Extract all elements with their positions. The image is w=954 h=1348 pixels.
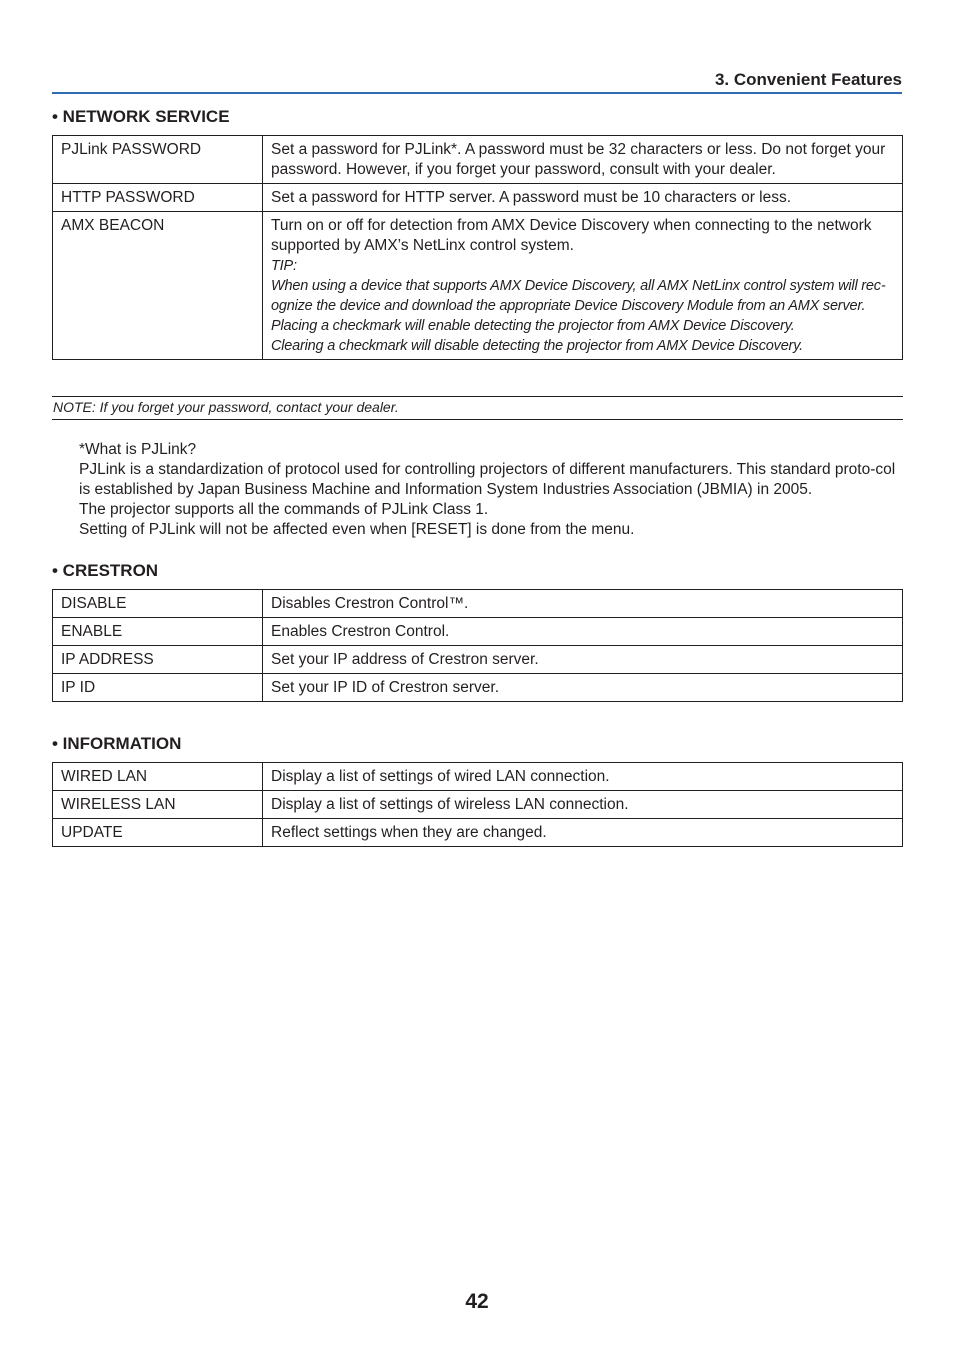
pjlink-info bbox=[79, 440, 902, 540]
pjlink-reset-line: Setting of PJLink will not be affected even when [RESET] is done from the menu. bbox=[79, 521, 635, 538]
row-key: ENABLE bbox=[53, 618, 263, 646]
crestron-table bbox=[52, 589, 903, 702]
tip-text: When using a device that supports AMX Device Discovery, all AMX NetLinx control system will rec-ognize the device and download the appropriate Device Discovery Module from an AMX server. bbox=[271, 278, 886, 314]
row-value: Set a password for PJLink*. A password must be 32 characters or less. Do not forget your password. However, if you forget your password, consult with your dealer. bbox=[263, 136, 903, 184]
pjlink-class-line: The projector supports all the commands of PJLink Class 1. bbox=[79, 501, 489, 518]
tip-label: TIP: bbox=[271, 258, 297, 274]
amx-description: Turn on or off for detection from AMX Device Discovery when connecting to the network supported by AMX’s NetLinx control system. bbox=[271, 217, 872, 254]
network-service-table bbox=[52, 135, 903, 360]
row-key: UPDATE bbox=[53, 819, 263, 847]
row-key: DISABLE bbox=[53, 590, 263, 618]
table-row bbox=[53, 819, 903, 847]
page-number: 42 bbox=[465, 1290, 489, 1313]
table-row bbox=[53, 763, 903, 791]
tip-text: Clearing a checkmark will disable detecting the projector from AMX Device Discovery. bbox=[271, 338, 803, 354]
tip-text: Placing a checkmark will enable detecting the projector from AMX Device Discovery. bbox=[271, 318, 795, 334]
row-value bbox=[263, 212, 903, 360]
section-title-crestron: • CRESTRON bbox=[52, 561, 159, 580]
row-key: IP ADDRESS bbox=[53, 646, 263, 674]
note: NOTE: If you forget your password, contact your dealer. bbox=[52, 396, 903, 420]
pjlink-heading: *What is PJLink? bbox=[79, 441, 197, 458]
table-row bbox=[53, 646, 903, 674]
row-key: AMX BEACON bbox=[53, 212, 263, 360]
table-row bbox=[53, 590, 903, 618]
table-row bbox=[53, 184, 903, 212]
table-row bbox=[53, 212, 903, 360]
table-row bbox=[53, 674, 903, 702]
table-row bbox=[53, 136, 903, 184]
row-value: Display a list of settings of wireless LAN connection. bbox=[263, 791, 903, 819]
row-value: Set your IP ID of Crestron server. bbox=[263, 674, 903, 702]
row-key: WIRED LAN bbox=[53, 763, 263, 791]
row-value: Reflect settings when they are changed. bbox=[263, 819, 903, 847]
section-title-information: • INFORMATION bbox=[52, 734, 182, 753]
row-key: HTTP PASSWORD bbox=[53, 184, 263, 212]
row-key: WIRELESS LAN bbox=[53, 791, 263, 819]
table-row bbox=[53, 791, 903, 819]
row-value: Enables Crestron Control. bbox=[263, 618, 903, 646]
pjlink-paragraph: PJLink is a standardization of protocol used for controlling projectors of different manufacturers. This standard proto-col is established by Japan Business Machine and Information System Industries Association (JBMIA) in 2005. bbox=[79, 461, 896, 498]
information-table bbox=[52, 762, 903, 847]
table-row bbox=[53, 618, 903, 646]
row-value: Disables Crestron Control™. bbox=[263, 590, 903, 618]
row-value: Set your IP address of Crestron server. bbox=[263, 646, 903, 674]
row-value: Display a list of settings of wired LAN connection. bbox=[263, 763, 903, 791]
section-title-network-service: • NETWORK SERVICE bbox=[52, 107, 230, 126]
chapter-header: 3. Convenient Features bbox=[52, 70, 902, 94]
row-value: Set a password for HTTP server. A password must be 10 characters or less. bbox=[263, 184, 903, 212]
row-key: IP ID bbox=[53, 674, 263, 702]
row-key: PJLink PASSWORD bbox=[53, 136, 263, 184]
